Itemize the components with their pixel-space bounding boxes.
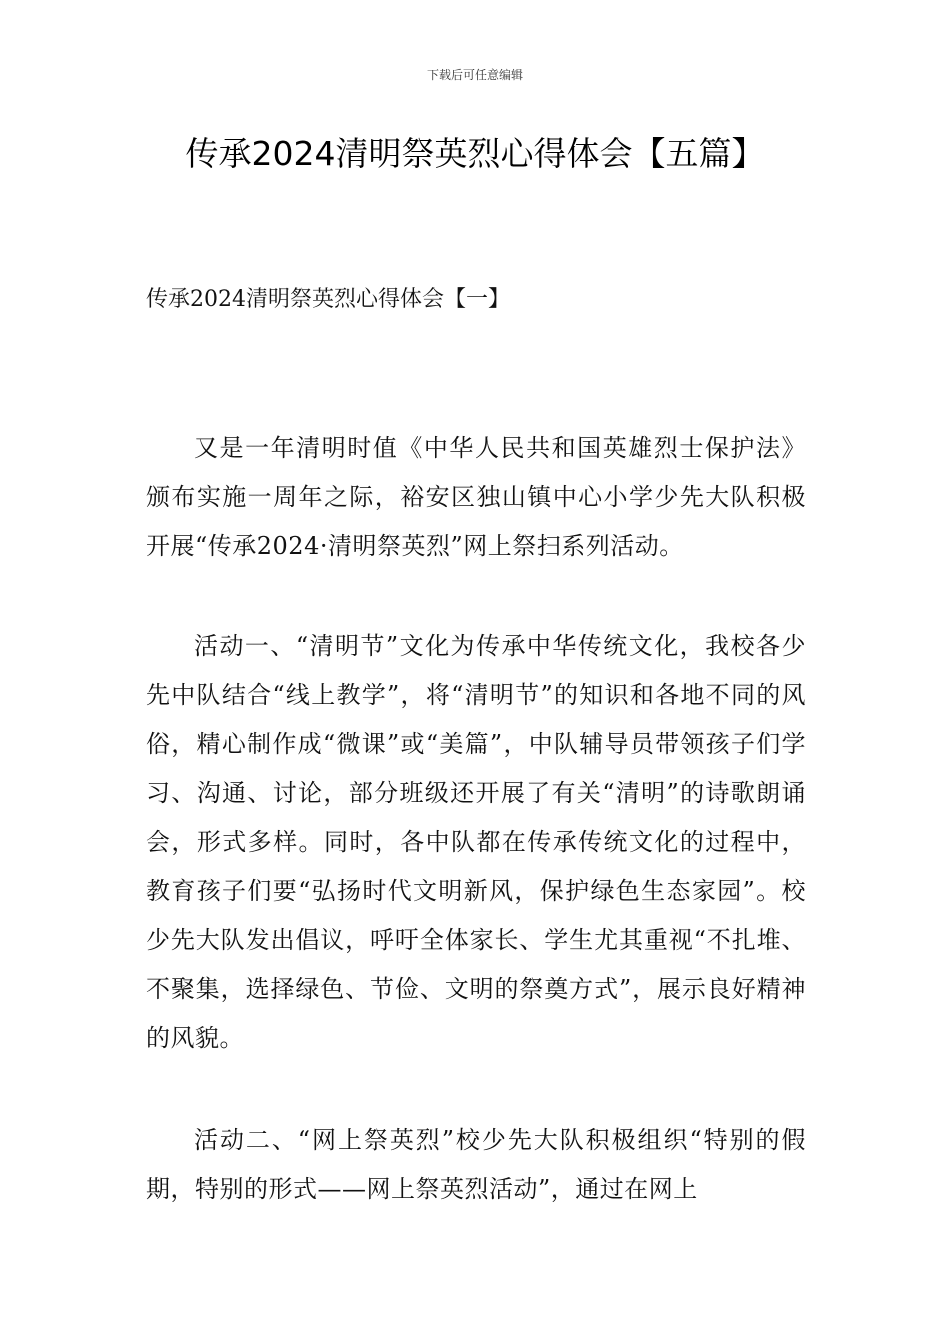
section-heading: 传承2024清明祭英烈心得体会【一】: [146, 287, 510, 312]
paragraph-2-block: [146, 622, 806, 1063]
paragraph-3-block: [146, 1116, 806, 1214]
paragraph: 活动二、“网上祭英烈”校少先大队积极组织“特别的假期，特别的形式——网上祭英烈活动”，通过在网上: [146, 1126, 806, 1203]
paragraph: 活动一、“清明节”文化为传承中华传统文化，我校各少先中队结合“线上教学”，将“清明节”的知识和各地不同的风俗，精心制作成“微课”或“美篇”，中队辅导员带领孩子们学习、沟通、讨论，部分班级还开展了有关“清明”的诗歌朗诵会，形式多样。同时，各中队都在传承传统文化的过程中，教育孩子们要“弘扬时代文明新风，保护绿色生态家园”。校少先大队发出倡议，呼吁全体家长、学生尤其重视“不扎堆、不聚集，选择绿色、节俭、文明的祭奠方式”，展示良好精神的风貌。: [146, 632, 806, 1052]
document-title: 传承2024清明祭英烈心得体会【五篇】: [185, 134, 765, 173]
paragraph-1-block: [146, 424, 806, 571]
header-note: 下载后可任意编辑: [426, 68, 523, 82]
paragraph: 又是一年清明时值《中华人民共和国英雄烈士保护法》颁布实施一周年之际，裕安区独山镇中心小学少先大队积极开展“传承2024·清明祭英烈”网上祭扫系列活动。: [146, 434, 806, 560]
